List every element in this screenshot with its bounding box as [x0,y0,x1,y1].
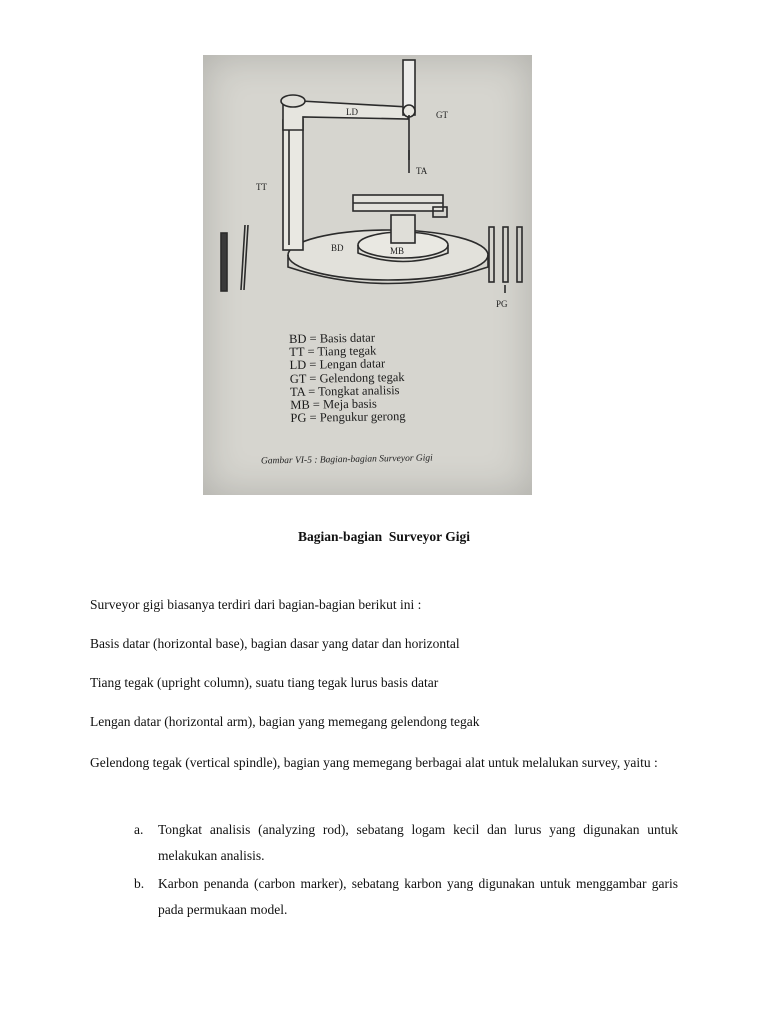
label-mb: MB [390,246,405,256]
page-title: Bagian-bagian Surveyor Gigi [298,529,470,544]
legend-item: LD = Lengan datar [289,356,386,373]
legend-item: TT = Tiang tegak [289,343,377,360]
intro-paragraph: Surveyor gigi biasanya terdiri dari bagian-bagian berikut ini : [90,597,422,612]
legend-item: BD = Basis datar [288,330,376,346]
legend-item: MB = Meja basis [290,396,377,413]
figure-caption: Gambar VI-5 : Bagian-bagian Surveyor Gigi [260,453,433,467]
label-gt: GT [436,110,448,120]
label-ld: LD [346,107,358,117]
part-lengan-datar: Lengan datar (horizontal arm), bagian yang memegang gelendong tegak [90,714,480,729]
surveyor-illustration [203,55,532,495]
legend-item: PG = Pengukur gerong [290,409,406,426]
list-item-text: Karbon penanda (carbon marker), sebatang karbon yang digunakan untuk menggambar garis pada permukaan model. [158,876,678,917]
label-bd: BD [331,243,344,253]
figure-legend [289,331,406,425]
part-gelendong-tegak: Gelendong tegak (vertical spindle), bagian yang memegang berbagai alat untuk melalukan survey, yaitu : [90,755,658,770]
list-marker: a. [134,822,144,837]
label-pg: PG [496,299,508,309]
legend-item: TA = Tongkat analisis [289,382,400,399]
list-item-b [134,871,678,923]
list-marker: b. [134,876,145,891]
part-basis-datar: Basis datar (horizontal base), bagian dasar yang datar dan horizontal [90,636,460,651]
part-tiang-tegak: Tiang tegak (upright column), suatu tiang tegak lurus basis datar [90,675,439,690]
list-item-text: Tongkat analisis (analyzing rod), sebatang logam kecil dan lurus yang digunakan untuk melakukan analisis. [158,822,678,863]
legend-item: GT = Gelendong tegak [289,369,405,386]
label-tt: TT [256,182,267,192]
surveyor-figure-photo [203,55,532,495]
list-item-a [134,817,678,869]
label-ta: TA [416,166,428,176]
